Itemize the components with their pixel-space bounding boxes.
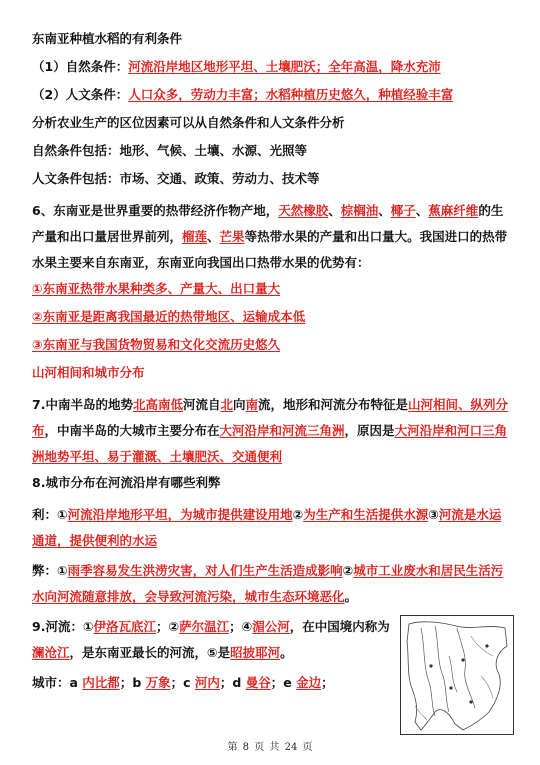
text-span: 9.河流：① — [32, 619, 94, 634]
disadvantage-pollution: 城市工业废水和居民生活污水向河流随意排放，会导致河流污染，城市生态环境恶化 — [32, 563, 504, 604]
direction-north: 北 — [220, 397, 233, 412]
footer-text: 页 — [302, 742, 313, 753]
human-conditions-line — [32, 86, 510, 104]
human-factors-list: 人文条件包括：市场、交通、政策、劳动力、技术等 — [32, 171, 320, 186]
section-heading-rice: 东南亚种植水稻的有利条件 — [32, 31, 183, 46]
river-mekong: 湄公河 — [252, 619, 290, 634]
text-span: ；e — [270, 675, 297, 690]
map-drawing — [401, 616, 513, 734]
text-span: ，原因是 — [344, 423, 395, 438]
text-span: 的生产量和出口量居世界前列， — [32, 203, 504, 244]
river-irrawaddy: 伊洛瓦底江 — [93, 619, 157, 634]
text-span: 7.中南半岛的地势 — [32, 397, 133, 412]
advantage-2: ②东南亚是距离我国最近的热带地区、运输成本低 — [32, 309, 306, 324]
text-span: ，在中国境内称为 — [289, 619, 390, 634]
advantage-land: 河流沿岸地形平坦，为城市提供建设用地 — [67, 507, 293, 522]
sep: 、 — [207, 229, 220, 244]
text-span: 流，地形和河流分布特征是 — [258, 397, 409, 412]
text-span: ；② — [156, 619, 180, 634]
text-span: ；c — [170, 675, 195, 690]
city-naypyidaw: 内比都 — [82, 675, 120, 690]
text-span: 河流自 — [182, 397, 221, 412]
section-heading-mountains-rivers: 山河相间和城市分布 — [32, 365, 145, 380]
crop-palm-oil: 棕榈油 — [340, 203, 379, 218]
landform-answer: 山河相间、纵列分布 — [32, 397, 509, 438]
natural-conditions-line — [32, 58, 510, 76]
natural-factors-list: 自然条件包括：地形、气候、土壤、水源、光照等 — [32, 143, 308, 158]
sep: 、 — [415, 203, 429, 218]
advantage-water: 为生产和生活提供水源 — [303, 507, 429, 522]
peninsula-map — [400, 615, 514, 735]
text-span: ； — [321, 675, 334, 690]
city-hanoi: 河内 — [194, 675, 220, 690]
disadvantages-paragraph — [32, 558, 510, 610]
natural-label: （1）自然条件： — [32, 59, 129, 74]
terrain-answer: 北高南低 — [132, 397, 183, 412]
advantages-paragraph — [32, 502, 510, 554]
peninsula-paragraph — [32, 392, 510, 470]
city-bangkok: 曼谷 — [245, 675, 271, 690]
city-location-answer: 大河沿岸和河流三角洲 — [219, 423, 345, 438]
text-span: 城市：a — [32, 675, 83, 690]
city-vientiane: 万象 — [145, 675, 171, 690]
text-span: 向 — [233, 397, 246, 412]
text-span: ② — [342, 563, 354, 578]
text-span: ；d — [219, 675, 246, 690]
human-answer: 人口众多，劳动力丰富；水稻种植历史悠久，种植经验丰富 — [128, 87, 454, 102]
text-span: ，中南半岛的大城市主要分布在 — [44, 423, 220, 438]
analysis-note: 分析农业生产的区位因素可以从自然条件和人文条件分析 — [32, 115, 345, 130]
text-span: 利：① — [32, 507, 68, 522]
tropical-crops-paragraph — [32, 198, 510, 276]
rivers-paragraph — [32, 614, 392, 666]
text-span: 弊：① — [32, 563, 68, 578]
page-footer — [0, 738, 540, 753]
text-span: 等热带水果的产量和出口量大。我国进口的热带水果主要来自东南亚，东南亚向我国出口热带水果的优势有： — [32, 229, 508, 270]
crop-coconut: 椰子 — [390, 203, 416, 218]
river-chao-phraya: 昭披耶河 — [230, 645, 281, 660]
text-span: ；b — [119, 675, 146, 690]
advantage-transport: 河流是水运通道，提供便利的水运 — [32, 507, 502, 548]
advantage-3: ③东南亚与我国货物贸易和文化交流历史悠久 — [32, 337, 281, 352]
text-span: 6、东南亚是世界重要的热带经济作物产地， — [32, 203, 279, 218]
advantage-1: ①东南亚热带水果种类多、产量大、出口量大 — [32, 281, 281, 296]
footer-text: 页 — [254, 742, 265, 753]
river-lancang: 澜沧江 — [32, 645, 70, 660]
text-span: ③ — [428, 507, 439, 522]
natural-answer: 河流沿岸地区地形平坦、土壤肥沃；全年高温，降水充沛 — [128, 59, 441, 74]
sep: 、 — [378, 203, 391, 218]
text-span: 。 — [344, 589, 358, 604]
footer-text: 第 — [227, 742, 238, 753]
crop-abaca: 蕉麻纤维 — [428, 203, 479, 218]
footer-text: 共 — [269, 742, 280, 753]
question-8: 8.城市分布在河流沿岸有哪些利弊 — [32, 475, 221, 490]
crop-rubber: 天然橡胶 — [278, 203, 329, 218]
text-span: ② — [292, 507, 304, 522]
text-span: 。 — [280, 645, 293, 660]
direction-south: 南 — [245, 397, 259, 412]
fruit-mango: 芒果 — [219, 229, 245, 244]
reason-answer: 大河沿岸和河口三角洲地势平坦、易于灌溉、土壤肥沃、交通便利 — [32, 423, 508, 464]
total-pages: 24 — [284, 742, 298, 753]
text-span: ；④ — [229, 619, 253, 634]
city-phnom-penh: 金边 — [296, 675, 322, 690]
human-label: （2）人文条件： — [32, 87, 129, 102]
disadvantage-flood: 雨季容易发生洪涝灾害，对人们生产生活造成影响 — [67, 563, 343, 578]
sep: 、 — [328, 203, 341, 218]
page-number: 8 — [242, 742, 250, 753]
text-span: ，是东南亚最长的河流，⑤是 — [69, 645, 231, 660]
river-salween: 萨尔温江 — [179, 619, 230, 634]
fruit-durian: 榴莲 — [182, 229, 208, 244]
document-body — [32, 30, 510, 700]
